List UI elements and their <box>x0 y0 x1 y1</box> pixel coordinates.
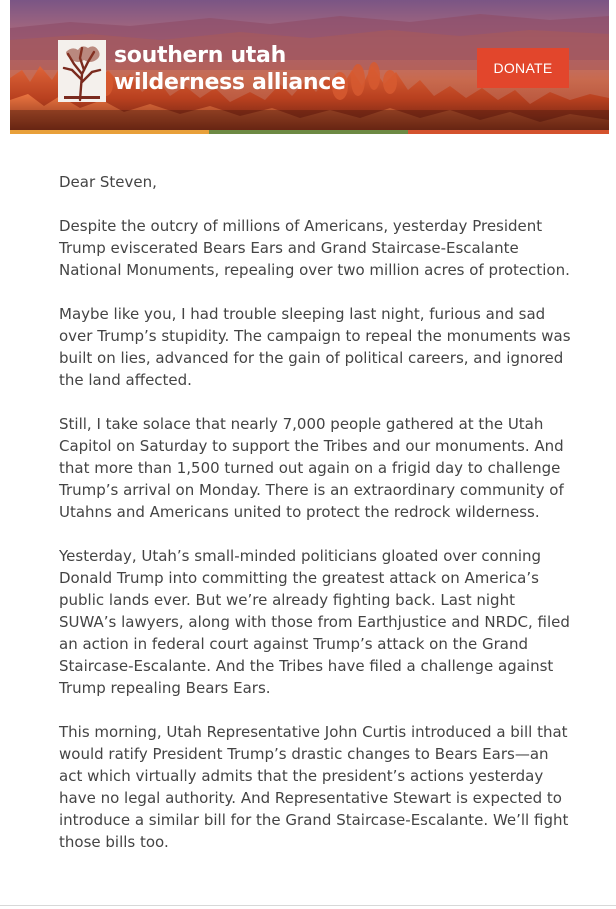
tree-logo-icon <box>58 40 106 102</box>
letter-content <box>59 171 574 875</box>
accent-stripe-green <box>209 130 408 134</box>
letter-greeting: Dear Steven, <box>59 173 157 191</box>
letter-paragraph: Despite the outcry of millions of Americans, yesterday President Trump eviscerated Bears Ears and Grand Staircase-Escalante National Monuments, repealing over two million acres of protection. <box>59 217 570 279</box>
letter-paragraph: This morning, Utah Representative John Curtis introduced a bill that would ratify President Trump’s drastic changes to Bears Ears—an act which virtually admits that the president’s actions yesterday have no legal authority. And Representative Stewart is expected to introduce a similar bill for the Grand Staircase-Escalante. We’ll fight those bills too. <box>59 723 569 851</box>
logo-line-1: southern utah <box>114 43 286 68</box>
letter-paragraph: Yesterday, Utah’s small-minded politicians gloated over conning Donald Trump into committing the greatest attack on America’s public lands ever. But we’re already fighting back. Last night SUWA’s lawyers, along with those from Earthjustice and NRDC, filed an action in federal court against Trump’s attack on the Grand Staircase-Escalante. And the Tribes have filed a challenge against Trump repealing Bears Ears. <box>59 547 570 697</box>
accent-stripe-orange <box>10 130 209 134</box>
logo-line-2: wilderness alliance <box>114 70 346 95</box>
suwa-logo[interactable] <box>58 40 346 104</box>
letter-paragraph: Maybe like you, I had trouble sleeping last night, furious and sad over Trump’s stupidity. The campaign to repeal the monuments was built on lies, advanced for the gain of political careers, and ignored the land affected. <box>59 305 571 389</box>
letter-paragraph: Still, I take solace that nearly 7,000 people gathered at the Utah Capitol on Saturday to support the Tribes and our monuments. And that more than 1,500 turned out again on a frigid day to challenge Trump’s arrival on Monday. There is an extraordinary community of Utahns and Americans united to protect the redrock wilderness. <box>59 415 564 521</box>
donate-button[interactable]: DONATE <box>477 48 569 88</box>
divider <box>0 905 616 906</box>
header-banner <box>10 0 609 133</box>
accent-stripe-red <box>408 130 609 134</box>
